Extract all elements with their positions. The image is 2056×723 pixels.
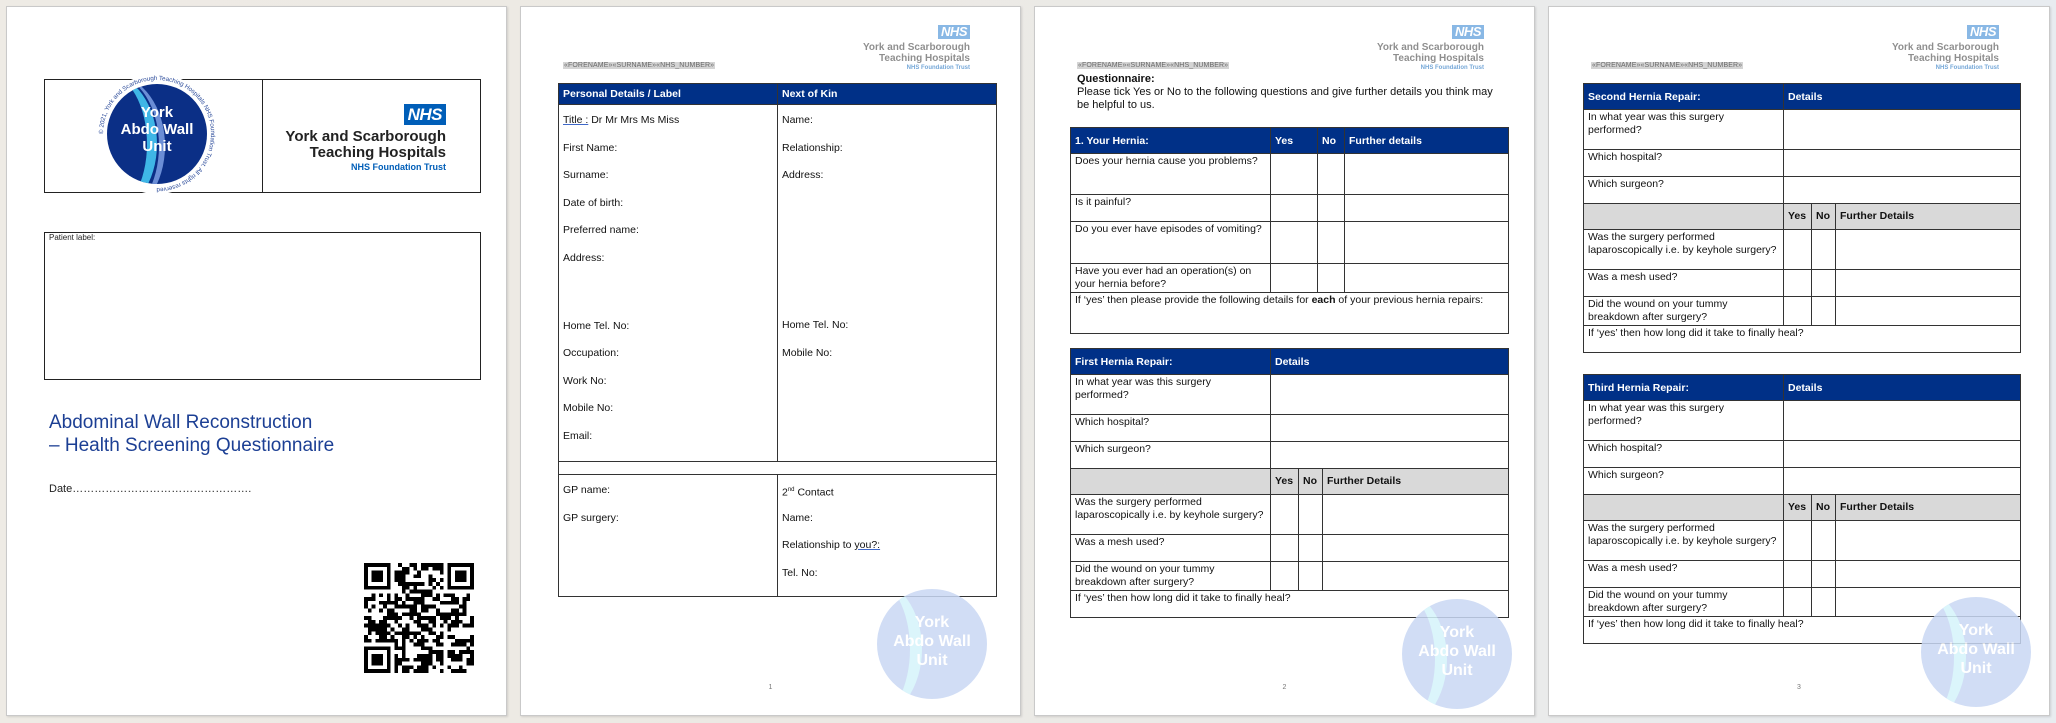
table-row bbox=[1584, 441, 2021, 468]
page-1 bbox=[520, 6, 1021, 716]
repair-title: Second Hernia Repair: bbox=[1584, 84, 1784, 110]
no-checkbox[interactable] bbox=[1812, 270, 1836, 297]
details-field[interactable] bbox=[1271, 442, 1509, 469]
question-label: In what year was this surgery performed? bbox=[1584, 401, 1784, 441]
kin-home-tel[interactable]: Home Tel. No: bbox=[782, 319, 849, 331]
trust-name: York and Scarborough Teaching Hospitals bbox=[285, 128, 446, 161]
second-contact-cell[interactable] bbox=[778, 475, 997, 597]
field-work-no[interactable]: Work No: bbox=[563, 374, 607, 387]
no-checkbox[interactable] bbox=[1318, 154, 1345, 195]
yes-checkbox[interactable] bbox=[1784, 521, 1812, 561]
unit-logo-cell bbox=[45, 74, 263, 194]
question-label: Which hospital? bbox=[1584, 441, 1784, 468]
document-title bbox=[49, 411, 334, 457]
date-field[interactable]: Date…………………………………………. bbox=[49, 483, 252, 495]
no-checkbox[interactable] bbox=[1812, 561, 1836, 588]
second-contact-heading: 2nd Contact bbox=[782, 486, 834, 499]
merge-fields: «FORENAME»«SURNAME»«NHS_NUMBER» bbox=[564, 62, 715, 69]
table-row bbox=[1071, 415, 1509, 442]
no-header: No bbox=[1812, 204, 1836, 230]
further-details-header: Further Details bbox=[1836, 495, 2021, 521]
further-details-field[interactable] bbox=[1836, 297, 2021, 326]
no-checkbox[interactable] bbox=[1812, 297, 1836, 326]
question-label: Was the surgery performed laparoscopically i.e. by keyhole surgery? bbox=[1584, 230, 1784, 270]
yes-checkbox[interactable] bbox=[1271, 535, 1299, 562]
table-row bbox=[1071, 375, 1509, 415]
merge-fields: «FORENAME»«SURNAME»«NHS_NUMBER» bbox=[1592, 62, 1743, 69]
logo-header-box bbox=[44, 74, 481, 194]
details-header: Details bbox=[1784, 375, 2021, 401]
trust-subtitle: NHS Foundation Trust bbox=[351, 162, 446, 172]
question-label: Was a mesh used? bbox=[1584, 561, 1784, 588]
further-details-field[interactable] bbox=[1836, 270, 2021, 297]
table-row bbox=[1584, 468, 2021, 495]
kin-address[interactable]: Address: bbox=[782, 169, 824, 181]
further-details-field[interactable] bbox=[1323, 495, 1509, 535]
title-line: Abdominal Wall Reconstruction bbox=[49, 412, 313, 433]
healing-time-field[interactable]: If ‘yes’ then how long did it take to finally heal? bbox=[1071, 591, 1509, 618]
header-nhs-logo: NHS York and Scarborough Teaching Hospitals NHS Foundation Trust bbox=[1376, 24, 1484, 71]
logo-line: Unit bbox=[142, 138, 172, 155]
no-checkbox[interactable] bbox=[1812, 521, 1836, 561]
title-line: – Health Screening Questionnaire bbox=[49, 435, 335, 456]
questionnaire-title: Questionnaire: bbox=[1077, 73, 1155, 85]
personal-details-table bbox=[558, 83, 997, 597]
patient-label-box[interactable] bbox=[44, 232, 481, 380]
field-title[interactable]: Title : Dr Mr Mrs Ms Miss bbox=[563, 114, 680, 126]
yes-checkbox[interactable] bbox=[1784, 297, 1812, 326]
details-field[interactable] bbox=[1784, 468, 2021, 495]
logo-line: York bbox=[140, 104, 174, 121]
further-details-field[interactable] bbox=[1345, 222, 1509, 264]
logo-text bbox=[107, 104, 207, 155]
no-checkbox[interactable] bbox=[1812, 230, 1836, 270]
details-field[interactable] bbox=[1271, 415, 1509, 442]
table-row bbox=[1071, 442, 1509, 469]
table-row bbox=[1584, 150, 2021, 177]
cover-page bbox=[6, 6, 507, 716]
details-field[interactable] bbox=[1784, 401, 2021, 441]
hernia-header: 1. Your Hernia: bbox=[1071, 128, 1271, 154]
further-details-field[interactable] bbox=[1836, 230, 2021, 270]
gp-surgery[interactable]: GP surgery: bbox=[563, 511, 619, 524]
field-surname[interactable]: Surname: bbox=[563, 169, 609, 181]
nhs-badge-icon: NHS bbox=[404, 104, 446, 125]
yes-header: Yes bbox=[1784, 495, 1812, 521]
field-address[interactable]: Address: bbox=[563, 251, 605, 264]
further-details-header: Further Details bbox=[1323, 469, 1509, 495]
repair-title: Third Hernia Repair: bbox=[1584, 375, 1784, 401]
table-row bbox=[1071, 293, 1509, 334]
yes-checkbox[interactable] bbox=[1784, 561, 1812, 588]
table-row bbox=[1584, 521, 2021, 561]
question-label: Was the surgery performed laparoscopically i.e. by keyhole surgery? bbox=[1584, 521, 1784, 561]
table-row bbox=[1584, 561, 2021, 588]
header-nhs-logo: NHS York and Scarborough Teaching Hospitals NHS Foundation Trust bbox=[862, 24, 970, 71]
table-row bbox=[1071, 495, 1509, 535]
question-label: Did the wound on your tummy breakdown after surgery? bbox=[1071, 562, 1271, 591]
field-occupation[interactable]: Occupation: bbox=[563, 347, 620, 359]
question-label: Which hospital? bbox=[1584, 150, 1784, 177]
next-of-kin-header: Next of Kin bbox=[778, 84, 997, 105]
second-contact-relationship[interactable]: Relationship to you?: bbox=[782, 539, 881, 551]
question-label: Did the wound on your tummy breakdown after surgery? bbox=[1584, 297, 1784, 326]
details-field[interactable] bbox=[1784, 441, 2021, 468]
next-of-kin-cell[interactable] bbox=[778, 105, 997, 462]
yes-header: Yes bbox=[1271, 469, 1299, 495]
svg-text:© 2021, York and Scarborough T: © 2021, York and Scarborough Teaching Hospitals NHS Foundation Trust. All rights reserved bbox=[97, 74, 217, 194]
no-checkbox[interactable] bbox=[1299, 495, 1323, 535]
yes-checkbox[interactable] bbox=[1784, 588, 1812, 617]
table-row bbox=[1584, 230, 2021, 270]
yes-checkbox[interactable] bbox=[1784, 230, 1812, 270]
table-row: Do you ever have episodes of vomiting? bbox=[1071, 222, 1509, 264]
table-row bbox=[1584, 177, 2021, 204]
question-label: Which hospital? bbox=[1071, 415, 1271, 442]
nhs-logo-cell bbox=[263, 80, 480, 192]
no-checkbox[interactable] bbox=[1299, 562, 1323, 591]
qr-code-icon bbox=[364, 563, 474, 673]
yes-checkbox[interactable] bbox=[1271, 154, 1318, 195]
second-contact-name[interactable]: Name: bbox=[782, 511, 813, 524]
abdo-wall-watermark-icon: York Abdo Wall Unit bbox=[1402, 599, 1512, 709]
details-field[interactable] bbox=[1271, 375, 1509, 415]
yes-checkbox[interactable] bbox=[1271, 195, 1318, 222]
question-label: Did the wound on your tummy breakdown after surgery? bbox=[1584, 588, 1784, 617]
question-label: Was a mesh used? bbox=[1584, 270, 1784, 297]
question-label: Was the surgery performed laparoscopically i.e. by keyhole surgery? bbox=[1071, 495, 1271, 535]
kin-name[interactable]: Name: bbox=[782, 114, 813, 126]
field-dob[interactable]: Date of birth: bbox=[563, 196, 624, 209]
details-field[interactable] bbox=[1784, 150, 2021, 177]
table-row: Is it painful? bbox=[1071, 195, 1509, 222]
yes-no-subheader bbox=[1584, 204, 2021, 230]
details-field[interactable] bbox=[1784, 177, 2021, 204]
yes-no-subheader bbox=[1071, 469, 1509, 495]
yes-checkbox[interactable] bbox=[1271, 264, 1318, 293]
kin-relationship[interactable]: Relationship: bbox=[782, 141, 843, 154]
yes-no-subheader bbox=[1584, 495, 2021, 521]
no-header: No bbox=[1299, 469, 1323, 495]
repair-title: First Hernia Repair: bbox=[1071, 349, 1271, 375]
nhs-trust-logo bbox=[285, 104, 446, 173]
field-preferred-name[interactable]: Preferred name: bbox=[563, 224, 639, 236]
healing-time-field[interactable]: If ‘yes’ then how long did it take to finally heal? bbox=[1584, 326, 2021, 353]
questionnaire-intro bbox=[1077, 73, 1507, 112]
page-number: 2 bbox=[1282, 684, 1287, 691]
no-checkbox[interactable] bbox=[1318, 222, 1345, 264]
questionnaire-instructions: Please tick Yes or No to the following questions and give further details you think may be helpful to us. bbox=[1077, 86, 1493, 111]
yes-checkbox[interactable] bbox=[1271, 495, 1299, 535]
page-number: 1 bbox=[768, 684, 773, 691]
kin-mobile[interactable]: Mobile No: bbox=[782, 346, 833, 359]
page-2 bbox=[1034, 6, 1535, 716]
nhs-badge-icon: NHS bbox=[1452, 25, 1484, 39]
question-label: Which surgeon? bbox=[1071, 442, 1271, 469]
details-field[interactable] bbox=[1784, 110, 2021, 150]
table-row: Does your hernia cause you problems? bbox=[1071, 154, 1509, 195]
question-label: Was a mesh used? bbox=[1071, 535, 1271, 562]
no-checkbox[interactable] bbox=[1318, 195, 1345, 222]
further-details-header: Further details bbox=[1345, 128, 1509, 154]
no-checkbox[interactable] bbox=[1318, 264, 1345, 293]
abdo-wall-watermark-icon: York Abdo Wall Unit bbox=[1921, 597, 2031, 707]
page-3 bbox=[1548, 6, 2050, 716]
merge-fields: «FORENAME»«SURNAME»«NHS_NUMBER» bbox=[1078, 62, 1229, 69]
yes-checkbox[interactable] bbox=[1271, 222, 1318, 264]
no-checkbox[interactable] bbox=[1299, 535, 1323, 562]
further-details-field[interactable] bbox=[1345, 154, 1509, 195]
no-checkbox[interactable] bbox=[1812, 588, 1836, 617]
abdo-wall-unit-logo-icon bbox=[97, 74, 217, 194]
second-hernia-repair-table bbox=[1583, 83, 2021, 353]
field-email[interactable]: Email: bbox=[563, 429, 593, 442]
your-hernia-table bbox=[1070, 127, 1509, 334]
further-details-field[interactable] bbox=[1836, 521, 2021, 561]
further-details-field[interactable] bbox=[1323, 535, 1509, 562]
healing-time-field[interactable]: If ‘yes’ then how long did it take to finally heal? bbox=[1584, 617, 2021, 644]
table-row bbox=[1071, 535, 1509, 562]
abdo-wall-watermark-icon: York Abdo Wall Unit bbox=[877, 589, 987, 699]
yes-checkbox[interactable] bbox=[1271, 562, 1299, 591]
table-row bbox=[1584, 326, 2021, 353]
question-label: In what year was this surgery performed? bbox=[1071, 375, 1271, 415]
table-row bbox=[1584, 110, 2021, 150]
further-details-field[interactable] bbox=[1345, 195, 1509, 222]
gp-name[interactable]: GP name: bbox=[563, 484, 611, 496]
nhs-badge-icon: NHS bbox=[938, 25, 970, 39]
patient-label-caption: Patient label: bbox=[49, 233, 96, 242]
gp-cell[interactable] bbox=[559, 475, 778, 597]
spacer-row bbox=[559, 462, 997, 475]
nhs-badge-icon: NHS bbox=[1967, 25, 1999, 39]
table-row bbox=[1584, 270, 2021, 297]
personal-details-cell[interactable] bbox=[559, 105, 778, 462]
field-home-tel[interactable]: Home Tel. No: bbox=[563, 319, 630, 332]
further-details-field[interactable] bbox=[1323, 562, 1509, 591]
previous-repairs-note[interactable]: If ‘yes’ then please provide the following details for each of your previous hernia repairs: bbox=[1071, 293, 1509, 334]
details-header: Details bbox=[1784, 84, 2021, 110]
table-row bbox=[1584, 401, 2021, 441]
yes-header: Yes bbox=[1271, 128, 1318, 154]
yes-header: Yes bbox=[1784, 204, 1812, 230]
further-details-field[interactable] bbox=[1836, 561, 2021, 588]
question-label: Which surgeon? bbox=[1584, 177, 1784, 204]
further-details-field[interactable] bbox=[1345, 264, 1509, 293]
first-hernia-repair-table bbox=[1070, 348, 1509, 618]
question-label: Which surgeon? bbox=[1584, 468, 1784, 495]
field-mobile-no[interactable]: Mobile No: bbox=[563, 402, 614, 414]
yes-checkbox[interactable] bbox=[1784, 270, 1812, 297]
further-details-header: Further Details bbox=[1836, 204, 2021, 230]
header-nhs-logo: NHS York and Scarborough Teaching Hospitals NHS Foundation Trust bbox=[1891, 24, 1999, 71]
details-header: Details bbox=[1271, 349, 1509, 375]
table-row bbox=[1584, 297, 2021, 326]
personal-details-header: Personal Details / Label bbox=[559, 84, 778, 105]
table-row: Have you ever had an operation(s) on your hernia before? bbox=[1071, 264, 1509, 293]
page-number: 3 bbox=[1797, 684, 1801, 691]
field-first-name[interactable]: First Name: bbox=[563, 141, 618, 154]
no-header: No bbox=[1318, 128, 1345, 154]
second-contact-tel[interactable]: Tel. No: bbox=[782, 566, 818, 579]
logo-line: Abdo Wall bbox=[120, 121, 194, 138]
table-row bbox=[1071, 562, 1509, 591]
question-label: In what year was this surgery performed? bbox=[1584, 110, 1784, 150]
no-header: No bbox=[1812, 495, 1836, 521]
